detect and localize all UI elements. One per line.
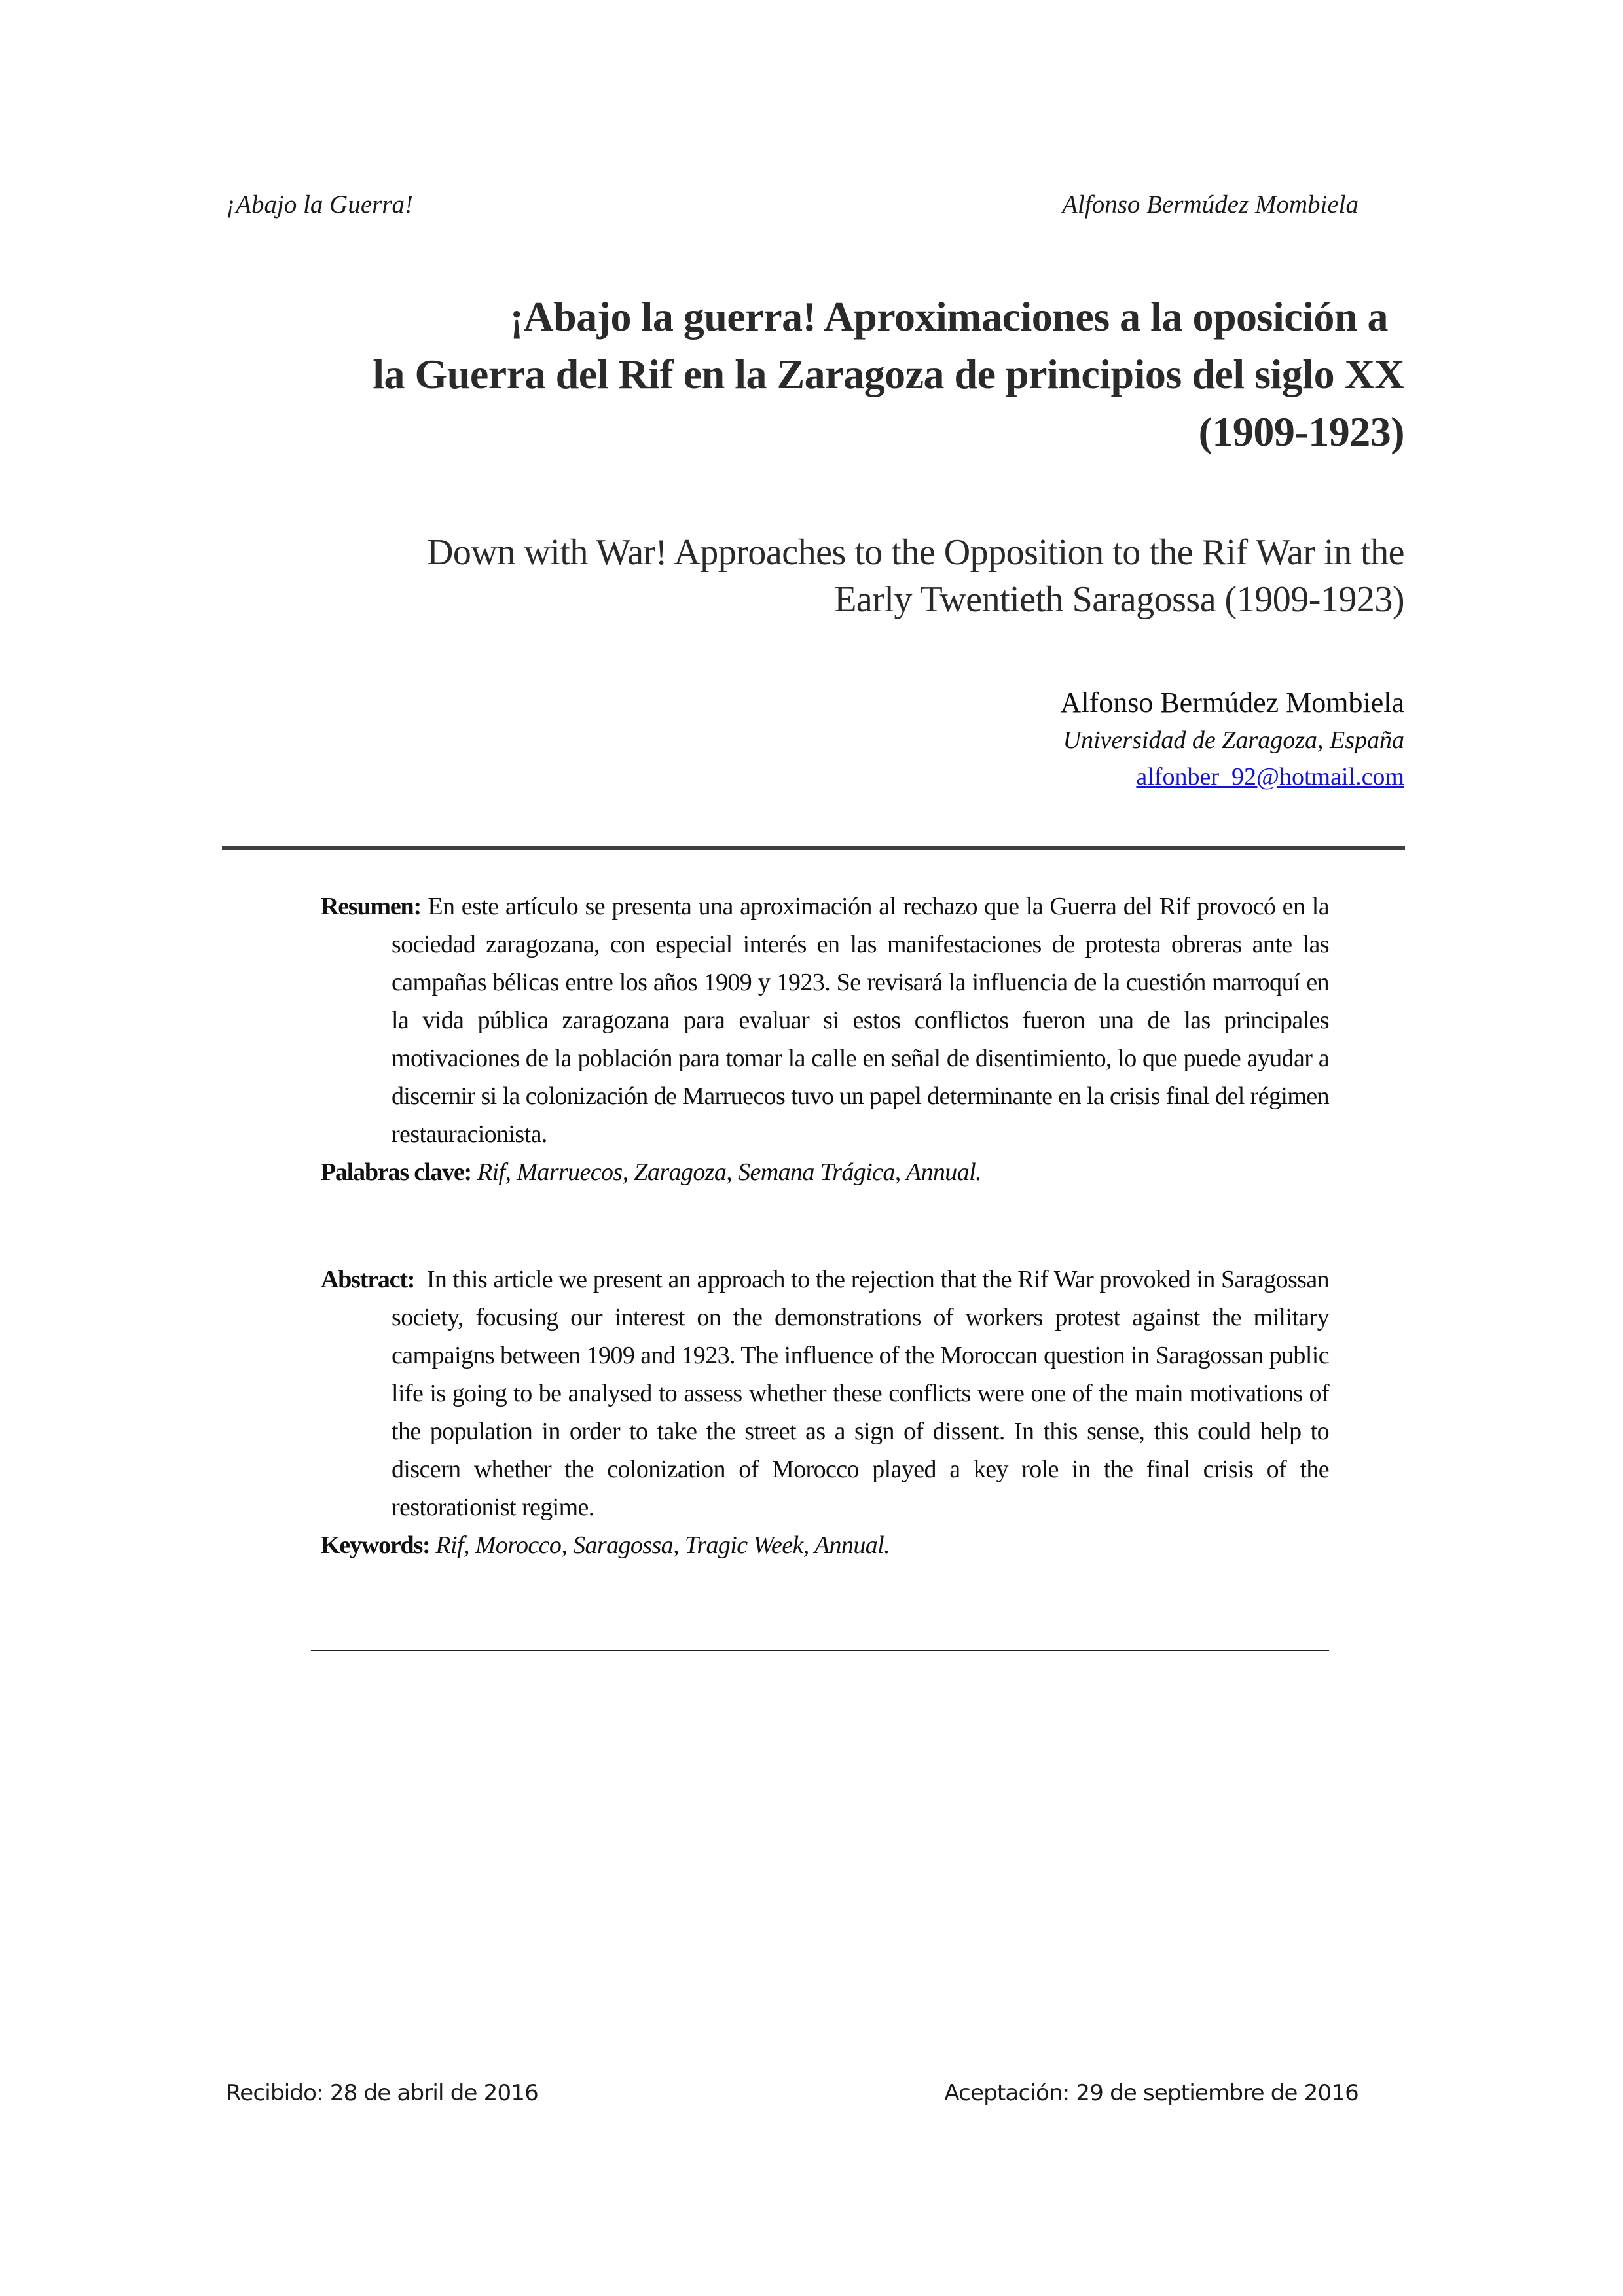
received-date: Recibido: 28 de abril de 2016: [226, 2080, 538, 2106]
author-affiliation: Universidad de Zaragoza, España: [1063, 726, 1404, 754]
keywords: [321, 1526, 1329, 1564]
resumen-label: Resumen:: [321, 893, 421, 920]
english-title: [164, 529, 1404, 623]
accepted-date: Aceptación: 29 de septiembre de 2016: [944, 2080, 1359, 2106]
abstract-paragraph: [321, 1261, 1329, 1526]
header-divider: [222, 846, 1405, 850]
title-line-2: la Guerra del Rif en la Zaragoza de principios del siglo XX: [373, 351, 1404, 397]
palabras-clave-values: Rif, Marruecos, Zaragoza, Semana Trágica, Annual.: [477, 1158, 981, 1186]
author-name: Alfonso Bermúdez Mombiela: [1060, 687, 1404, 719]
resumen-text: En este artículo se presenta una aproximación al rechazo que la Guerra del Rif provocó en la sociedad zaragozana, con especial interés en las manifestaciones de protesta obreras ante las campañas bélicas entre los años 1909 y 1923. Se revisará la influencia de la cuestión marroquí en la vida pública zaragozana para evaluar si estos conflictos fueron una de las principales motivaciones de la población para tomar la calle en señal de disentimiento, lo que puede ayudar a discernir si la colonización de Marruecos tuvo un papel determinante en la crisis final del régimen restauracionista.: [392, 893, 1329, 1148]
abstract-section: [321, 1261, 1329, 1564]
author-block: [1061, 684, 1404, 795]
palabras-clave: [321, 1153, 1329, 1191]
english-title-line-1: Down with War! Approaches to the Opposition to the Rif War in the: [426, 532, 1404, 573]
running-header-author: Alfonso Bermúdez Mombiela: [1062, 190, 1359, 219]
article-title: [164, 288, 1404, 461]
keywords-values: Rif, Morocco, Saragossa, Tragic Week, Annual.: [435, 1532, 890, 1559]
running-header-title: ¡Abajo la Guerra!: [226, 190, 413, 219]
keywords-label: Keywords:: [321, 1532, 430, 1559]
resumen-paragraph: [321, 888, 1329, 1153]
english-title-line-2: Early Twentieth Saragossa (1909-1923): [834, 579, 1404, 620]
author-email-link[interactable]: alfonber_92@hotmail.com: [1136, 763, 1404, 791]
title-line-3: (1909-1923): [1198, 408, 1404, 455]
abstract-text: In this article we present an approach to the rejection that the Rif War provoked in Saragossan society, focusing our interest on the demonstrations of workers protest against the military campaigns between 1909 and 1923. The influence of the Moroccan question in Saragossan public life is going to be analysed to assess whether these conflicts were one of the main motivations of the population in order to take the street as a sign of dissent. In this sense, this could help to discern whether the colonization of Morocco played a key role in the final crisis of the restorationist regime.: [392, 1266, 1329, 1521]
title-line-1: ¡Abajo la guerra! Aproximaciones a la oposición a: [509, 293, 1388, 340]
resumen-section: [321, 888, 1329, 1191]
palabras-clave-label: Palabras clave:: [321, 1158, 472, 1186]
abstract-label: Abstract:: [321, 1266, 415, 1293]
abstract-divider: [311, 1650, 1329, 1651]
